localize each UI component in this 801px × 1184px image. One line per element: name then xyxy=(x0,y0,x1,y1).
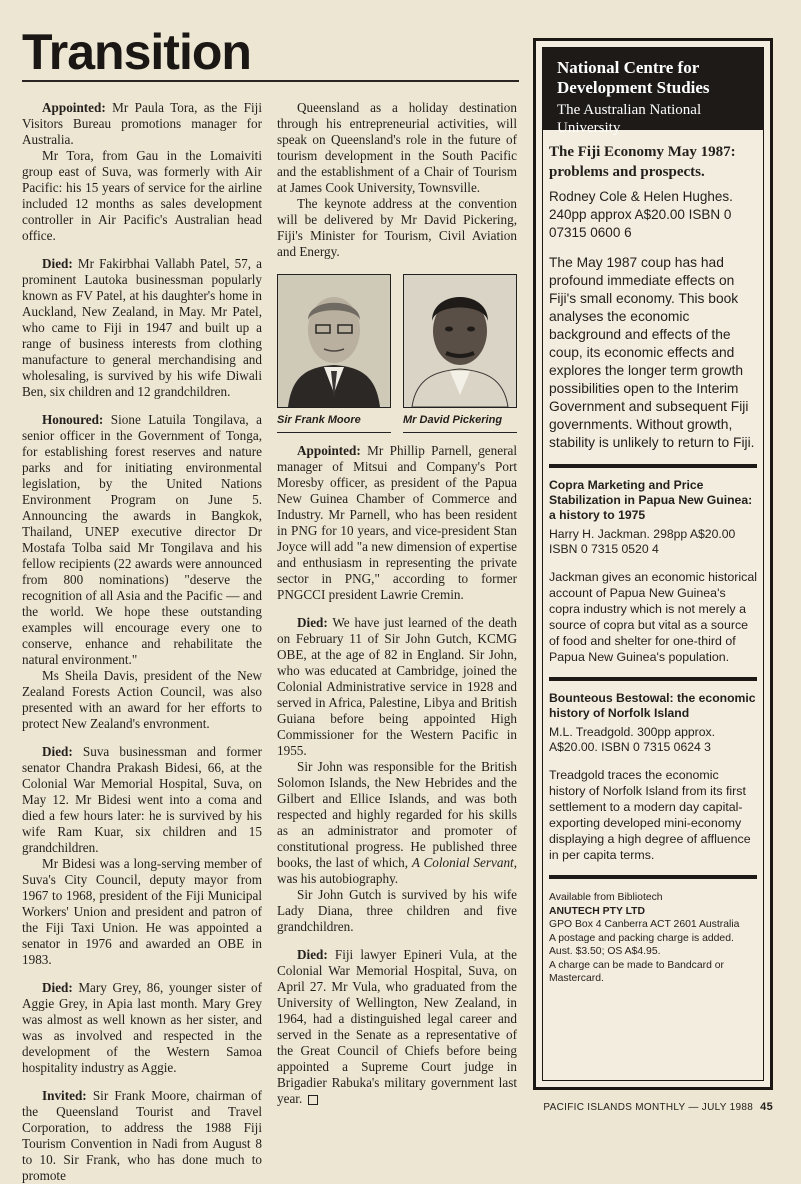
entry-label: Appointed: xyxy=(297,443,361,458)
book-title: Copra Marketing and Price Stabilization in Papua New Guinea: a history to 1975 xyxy=(549,478,753,522)
article-paragraph xyxy=(22,980,262,1076)
ordering-info xyxy=(543,891,763,986)
paragraph-text: Mr Tora, from Gau in the Lomaiviti group east of Suva, was formerly with Air Pacific: his 15 years of service for the airline included 12 months as sales development controller in Air Pacific's Australian head office. xyxy=(22,148,262,243)
paragraph-text: Sir Frank Moore, chairman of the Queensland Tourist and Travel Corporation, to address the 1988 Fiji Tourism Convention in Nadi from August 8 to 10. Sir Frank, who has done much to promote xyxy=(22,1088,262,1183)
photo-frank-moore xyxy=(277,274,391,433)
contact-postage: A postage and packing charge is added. Aust. $3.50; OS A$4.95. xyxy=(549,932,734,957)
paragraph-text: Fiji lawyer Epineri Vula, at the Colonial War Memorial Hospital, Suva, on April 27. Mr Vula, who graduated from the University of Wellington, New Zealand, in 1964, had a distinguished legal career and served in the Senate as a representative of the Great Council of Chiefs before being appointed a Supreme Court judge in Brigadier Rabuka's military government last year. xyxy=(277,947,517,1106)
book-title: Bounteous Bestowal: the economic history of Norfolk Island xyxy=(549,691,756,720)
article-paragraph xyxy=(22,744,262,856)
contact-payment: A charge can be made to Bandcard or Mastercard. xyxy=(549,959,725,984)
photo-david-pickering xyxy=(403,274,517,433)
section-divider xyxy=(549,464,757,468)
section-divider xyxy=(549,875,757,879)
article-paragraph xyxy=(277,615,517,759)
book-listing xyxy=(543,478,763,665)
entry-label: Died: xyxy=(297,947,328,962)
article-column-1 xyxy=(22,100,262,1184)
article-paragraph xyxy=(22,100,262,148)
article-paragraph xyxy=(22,668,262,732)
entry-label: Appointed: xyxy=(42,100,106,115)
paragraph-text: Mr Paula Tora, as the Fiji Visitors Bureau promotions manager for Australia. xyxy=(22,100,262,147)
paragraph-text: , was his autobiography. xyxy=(277,855,517,886)
book-listing xyxy=(543,691,763,863)
page-title: Transition xyxy=(22,24,251,80)
book-details: M.L. Treadgold. 300pp approx. A$20.00. ISBN 0 7315 0624 3 xyxy=(549,725,715,754)
publication-line: PACIFIC ISLANDS MONTHLY — JULY 1988 xyxy=(543,1102,754,1113)
article-paragraph xyxy=(277,947,517,1107)
paragraph-text: Suva businessman and former senator Chandra Prakash Bidesi, 66, at the Colonial War Memorial Hospital, Suva, on May 12. Mr Bidesi went into a coma and died a few hours later: he is survived by his wife Ram Kuar, six children and 15 grandchildren. xyxy=(22,744,262,855)
photo-caption: Mr David Pickering xyxy=(403,414,503,426)
paragraph-text: The keynote address at the convention will be delivered by Mr David Pickering, Fiji's Minister for Tourism, Civil Aviation and Energy. xyxy=(277,196,517,259)
book-title: The Fiji Economy May 1987: problems and prospects. xyxy=(549,144,736,180)
article-paragraph xyxy=(277,887,517,935)
paragraph-text: Sir John was responsible for the British Solomon Islands, the New Hebrides and the Gilbert and Ellice Islands, and was both respected and highly regarded for his skills as an administrator and promoter of constitutional progress. He published three books, the last of which, xyxy=(277,759,517,870)
paragraph-text: Ms Sheila Davis, president of the New Zealand Forests Action Council, was also presented with an award for her efforts to protect New Zealand's envronment. xyxy=(22,668,262,731)
caption-rule xyxy=(277,432,391,433)
paragraph-text: Queensland as a holiday destination through his entrepreneurial activities, will speak on Queensland's role in the future of tourism development in the South Pacific and the establishment of a Chair of Tourism at James Cook University, Townsville. xyxy=(277,100,517,195)
paragraph-text: Mr Bidesi was a long-serving member of Suva's City Council, deputy mayor from 1967 to 1968, president of the Fiji Municipal Workers' Union and president and patron of the Fiji Taxi Union. He was appointed a senator in 1976 and awarded an OBE in 1983. xyxy=(22,856,262,967)
contact-company: ANUTECH PTY LTD xyxy=(549,905,646,917)
book-details: Harry H. Jackman. 298pp A$20.00 ISBN 0 7315 0520 4 xyxy=(549,527,736,556)
contact-address: GPO Box 4 Canberra ACT 2601 Australia xyxy=(549,919,740,930)
paragraph-text: Sir John Gutch is survived by his wife Lady Diana, three children and five grandchildren. xyxy=(277,887,517,934)
book-title-italic: A Colonial Servant xyxy=(411,855,514,870)
page-footer xyxy=(543,1101,773,1113)
article-paragraph xyxy=(277,443,517,603)
book-listing xyxy=(543,142,763,452)
ad-header xyxy=(543,48,763,136)
article-paragraph xyxy=(22,412,262,668)
article-paragraph xyxy=(22,256,262,400)
book-description: Treadgold traces the economic history of Norfolk Island from its first settlement to a modern day capital-exporting developed mini-economy displaying a high degree of affluence in per capita terms. xyxy=(549,768,751,862)
contact-line: Available from Bibliotech xyxy=(549,892,663,903)
article-paragraph xyxy=(22,1088,262,1184)
entry-label: Died: xyxy=(42,980,73,995)
paragraph-text: Mr Fakirbhai Vallabh Patel, 57, a prominent Lautoka businessman popularly known as FV Patel, at his daughter's home in Auckland, New Zealand, in May. Mr Patel, who came to Fiji in 1947 and built up a range of business interests from clothing manufacture to general merchandising and wholesaling, is survived by his wife Diwali Ben, six children and 12 grandchildren. xyxy=(22,256,262,399)
paragraph-text: Mary Grey, 86, younger sister of Aggie Grey, in Apia last month. Mary Grey was almost as well known as her sister, and was as involved and respected in the development of the Western Samoa hospitality industry as Aggie. xyxy=(22,980,262,1075)
entry-label: Invited: xyxy=(42,1088,87,1103)
advertisement-box xyxy=(533,38,773,1090)
photo-row xyxy=(277,274,517,433)
entry-label: Died: xyxy=(297,615,328,630)
section-divider xyxy=(549,677,757,681)
end-of-article-mark xyxy=(308,1095,318,1105)
paragraph-text: Mr Phillip Parnell, general manager of Mitsui and Company's Port Moresby officer, as president of the Papua New Guinea Chamber of Commerce and Industry. Mr Parnell, who has been resident in PNG for 10 years, and vice-president Stan Joyce will add "a new dimension of expertise and enthusiasm in representing the private sector in PNG," according to former PNGCCI president Lawrie Cremin. xyxy=(277,443,517,602)
book-description: Jackman gives an economic historical account of Papua New Guinea's copra industry which is not merely a source of copra but vital as a source of food and shelter for one-third of Papua New Guinea's population. xyxy=(549,570,757,664)
paragraph-text: Sione Latuila Tongilava, a senior officer in the Government of Tonga, for establishing forest reserves and nature parks and for initiating environmental legislation, by the United Nations Environment Program on June 5. Announcing the awards in Bangkok, Thailand, UNEP executive director Dr Mostafa Tolba said Mr Tongilava and his fellow recipients (22 awards were announced from 800 nominations) "deserve the recognition of all Asia and the Pacific — and the world. We hope these outstanding examples will encourage every one to conserve, enhance and rehabilitate the natural environment." xyxy=(22,412,262,667)
entry-label: Honoured: xyxy=(42,412,104,427)
book-details: Rodney Cole & Helen Hughes. 240pp approx A$20.00 ISBN 0 07315 0600 6 xyxy=(549,189,733,240)
portrait-image xyxy=(277,274,391,408)
ad-organization: National Centre for Development Studies xyxy=(557,58,710,97)
article-paragraph xyxy=(277,100,517,196)
article-column-2 xyxy=(277,100,517,1107)
article-paragraph xyxy=(277,196,517,260)
caption-rule xyxy=(403,432,517,433)
photo-caption: Sir Frank Moore xyxy=(277,414,361,426)
book-description: The May 1987 coup has had profound immediate effects on Fiji's small economy. This book analyses the economic background and effects of the coup, its economic effects and explores the longer term growth possibilities open to the Interim Government and subsequent Fiji governments. Without growth, stability is unlikely to return to Fiji. xyxy=(549,255,755,450)
title-rule xyxy=(22,80,519,82)
entry-label: Died: xyxy=(42,744,73,759)
paragraph-text: We have just learned of the death on February 11 of Sir John Gutch, KCMG OBE, at the age of 82 in England. Sir John, who was educated at Cambridge, joined the Colonial Administrative service in 1928 and served in Africa, Palestine, Libya and British Guiana before being appointed High Commissioner for the Western Pacific in 1955. xyxy=(277,615,517,758)
portrait-image xyxy=(403,274,517,408)
article-paragraph xyxy=(22,856,262,968)
article-paragraph xyxy=(22,148,262,244)
article-paragraph xyxy=(277,759,517,887)
entry-label: Died: xyxy=(42,256,73,271)
page-number: 45 xyxy=(760,1101,773,1113)
ad-university: The Australian National University xyxy=(557,102,702,136)
